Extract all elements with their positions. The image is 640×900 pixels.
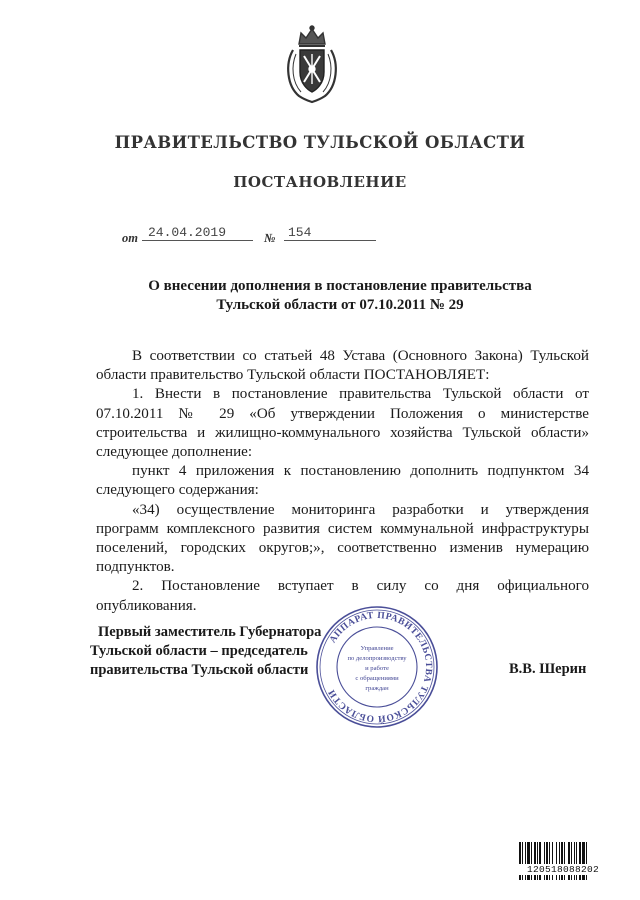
document-type: ПОСТАНОВЛЕНИЕ — [233, 173, 407, 191]
body-paragraph-5: 2. Постановление вступает в силу со дня официального опубликования. — [96, 578, 589, 614]
body-paragraph-1: В соответствии со статьей 48 Устава (Основного Закона) Тульской области правительство Тульской области ПОСТАНОВЛЯЕТ: — [96, 348, 589, 384]
signer-title — [90, 623, 340, 680]
document-number: 154 — [288, 225, 312, 240]
document-date: 24.04.2019 — [148, 225, 227, 240]
document-body — [96, 347, 589, 616]
number-label: № — [264, 231, 276, 245]
stamp-center-line-5: граждан — [365, 685, 389, 692]
body-paragraph-2: 1. Внести в постановление правительства Тульской области от 07.10.2011 № 29 «Об утверждении Положения о министерстве строительства и жилищно-коммунального хозяйства Тульской области» следующее дополнение: — [96, 386, 589, 461]
coat-of-arms-icon — [283, 24, 341, 104]
number-underline — [284, 240, 376, 241]
signer-name: В.В. Шерин — [509, 661, 587, 677]
stamp-center-line-4: с обращениями — [355, 675, 399, 682]
signer-title-line-2: Тульской области – председатель — [90, 643, 308, 659]
barcode-number: 120518088202 — [518, 864, 608, 875]
document-subject — [120, 277, 560, 315]
government-title: ПРАВИТЕЛЬСТВО ТУЛЬСКОЙ ОБЛАСТИ — [114, 133, 526, 152]
subject-line-1: О внесении дополнения в постановление правительства — [148, 278, 532, 294]
official-stamp — [315, 605, 439, 729]
date-label: от — [122, 231, 138, 245]
signer-title-line-3: правительства Тульской области — [90, 662, 309, 678]
date-underline — [142, 240, 253, 241]
stamp-center-line-2: по делопроизводству — [347, 655, 407, 662]
body-paragraph-3: пункт 4 приложения к постановлению дополнить подпунктом 34 следующего содержания: — [96, 463, 589, 499]
signer-title-line-1: Первый заместитель Губернатора — [98, 624, 322, 640]
body-paragraph-4: «34) осуществление мониторинга разработки и утверждения программ комплексного развития систем коммунальной инфраструктуры поселений, городских округов;», соответственно изменив нумерацию подпунктов. — [96, 501, 589, 576]
stamp-ring-text: АППАРАТ ПРАВИТЕЛЬСТВА ТУЛЬСКОЙ ОБЛАСТИ — [326, 610, 434, 724]
stamp-center-line-1: Управление — [360, 645, 394, 652]
stamp-center-line-3: и работе — [365, 665, 389, 672]
date-number-line — [122, 226, 382, 246]
subject-line-2: Тульской области от 07.10.2011 № 29 — [216, 297, 464, 313]
